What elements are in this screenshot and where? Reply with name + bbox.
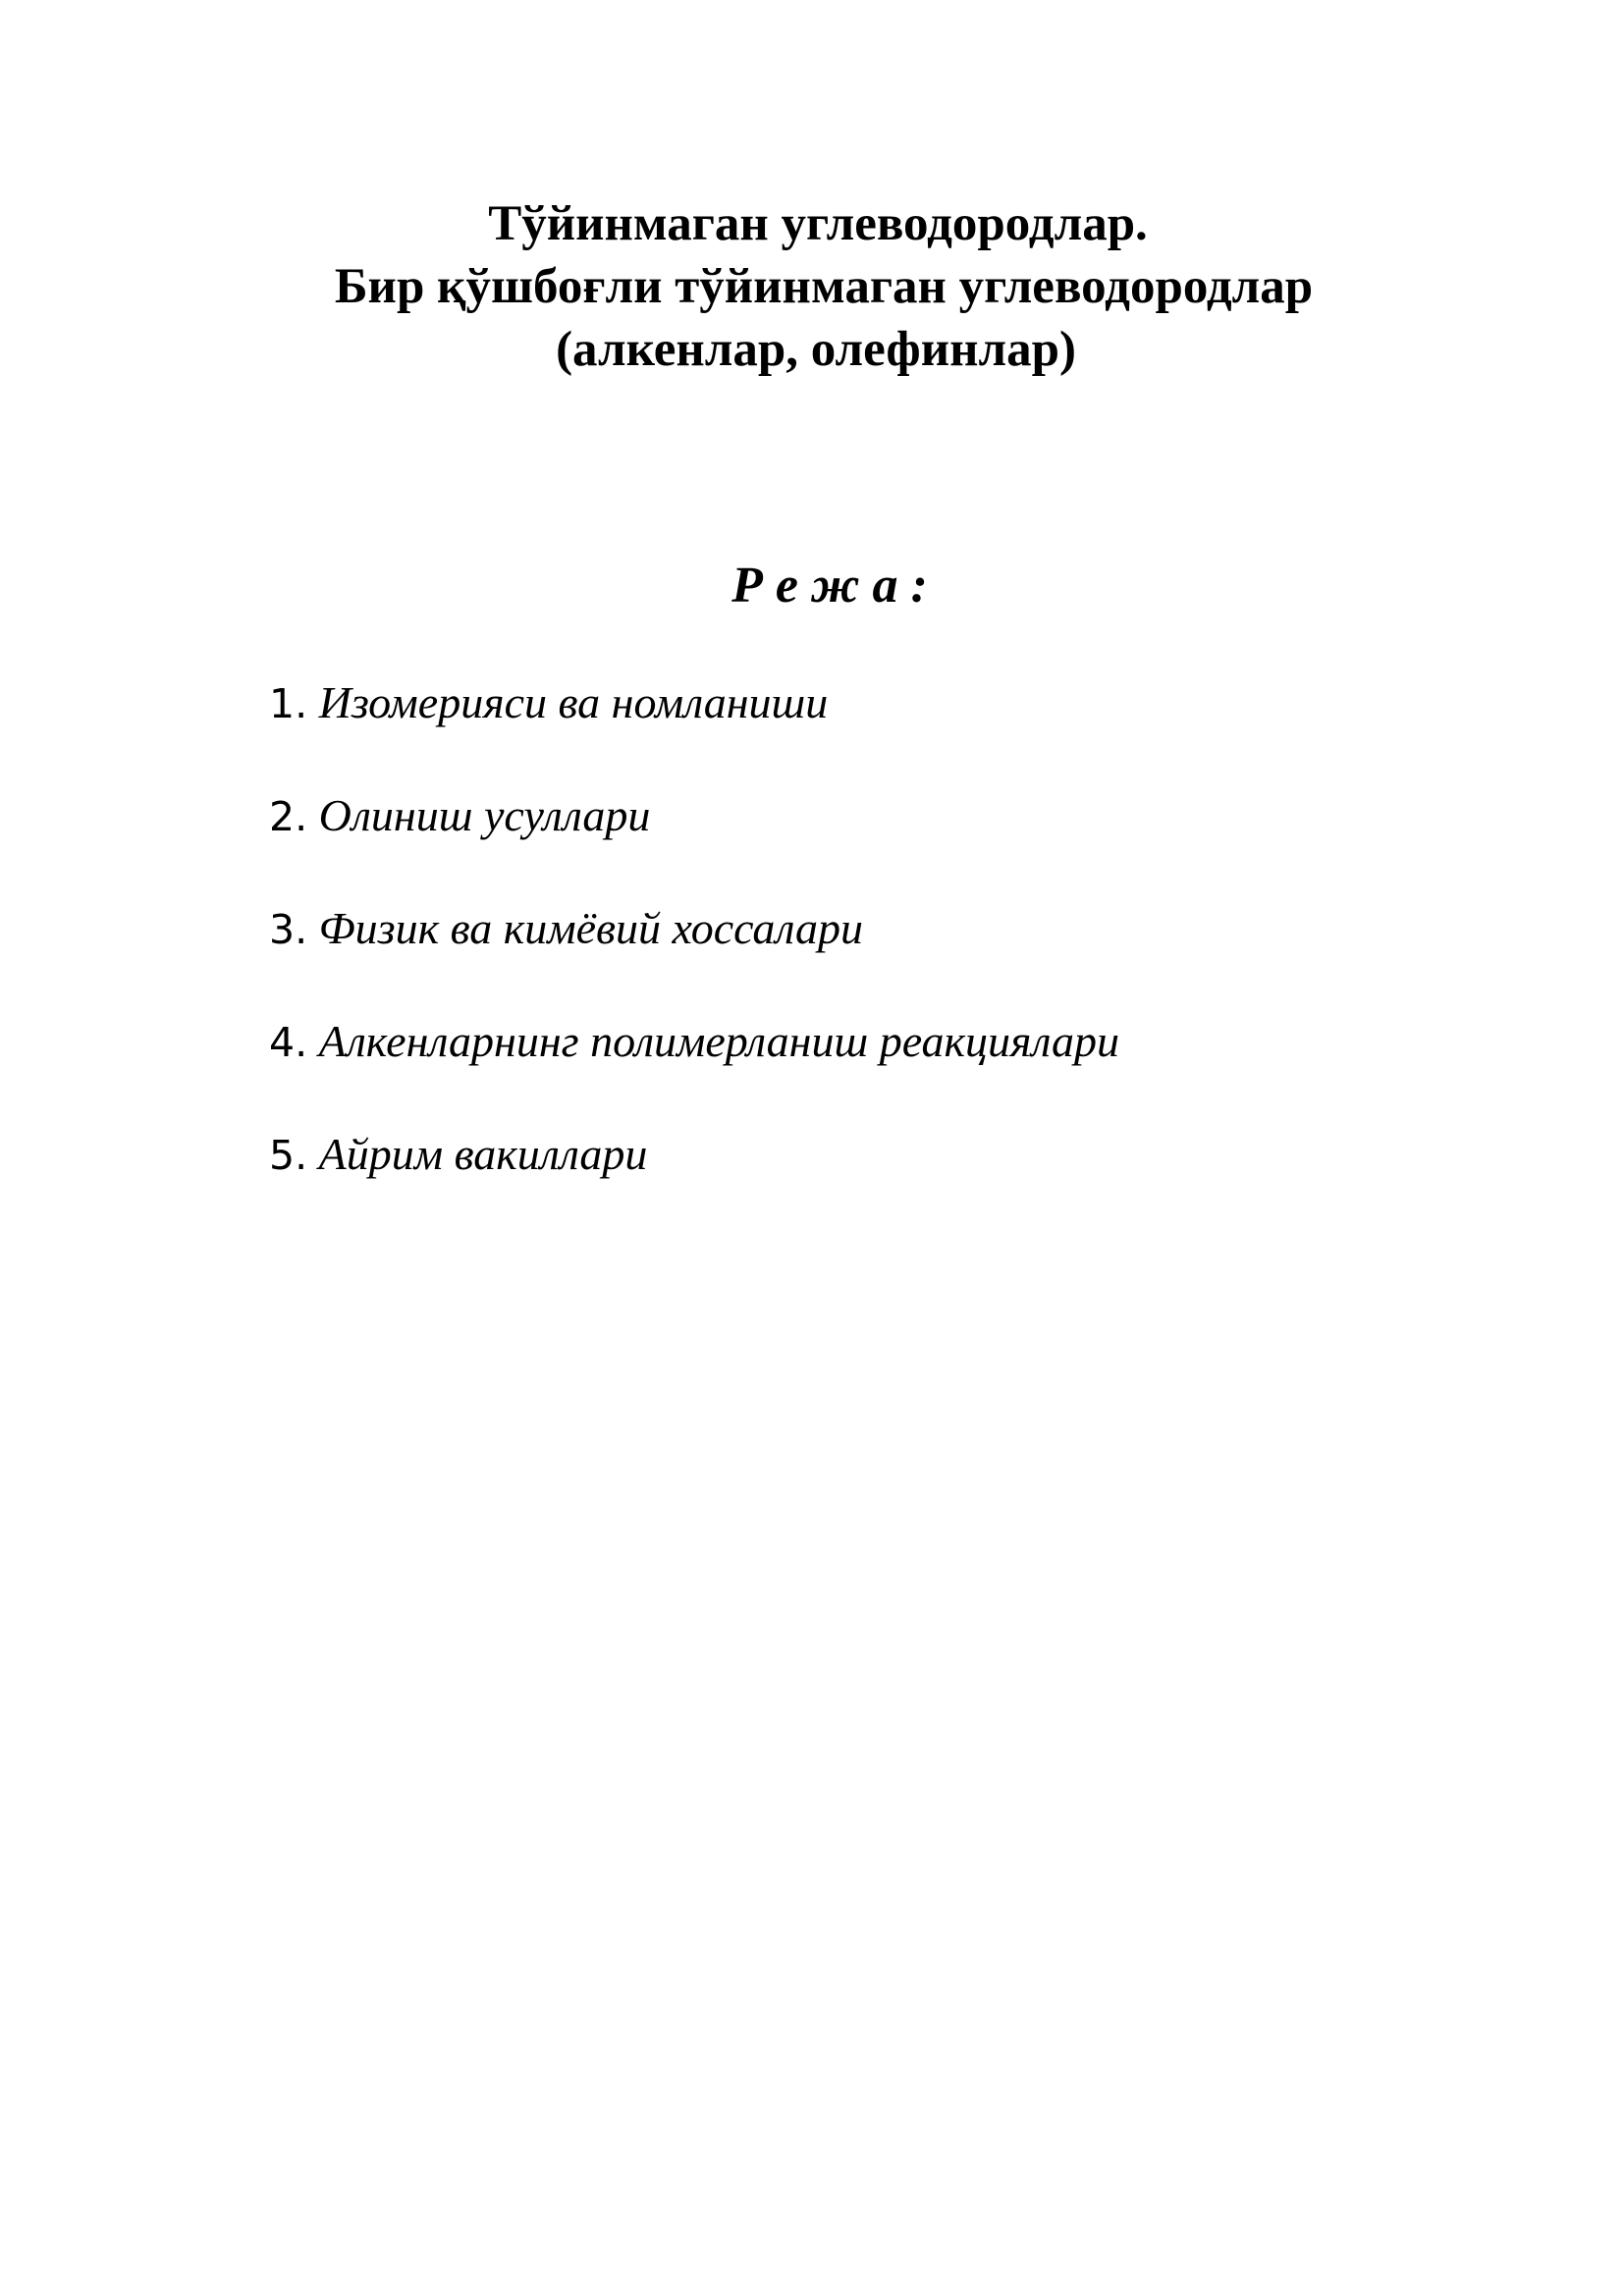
plan-heading: Р е ж а :	[731, 558, 928, 614]
title-line-1: Тўйинмаган углеводородлар.	[488, 196, 1148, 251]
plan-item-number: 5.	[269, 1132, 308, 1179]
document-title	[0, 192, 1624, 381]
plan-item-5	[269, 1123, 1119, 1236]
plan-item-text: Айрим вакиллари	[318, 1129, 648, 1179]
plan-item-number: 3.	[269, 906, 308, 953]
plan-item-number: 4.	[269, 1019, 308, 1066]
plan-item-text: Изомерияси ва номланиши	[318, 677, 829, 727]
title-line-2: Бир қўшбоғли тўйинмаган углеводородлар	[334, 259, 1314, 314]
plan-item-number: 2.	[269, 793, 308, 840]
plan-item-1	[269, 671, 1119, 784]
plan-list	[269, 671, 1119, 1236]
plan-item-2	[269, 784, 1119, 897]
plan-item-number: 1.	[269, 680, 308, 727]
plan-item-3	[269, 897, 1119, 1010]
plan-item-text: Олиниш усуллари	[318, 790, 651, 840]
title-line-3: (алкенлар, олефинлар)	[556, 322, 1076, 377]
plan-item-4	[269, 1010, 1119, 1123]
plan-item-text: Алкенларнинг полимерланиш реакциялари	[318, 1016, 1120, 1066]
plan-item-text: Физик ва кимёвий хоссалари	[318, 903, 864, 953]
